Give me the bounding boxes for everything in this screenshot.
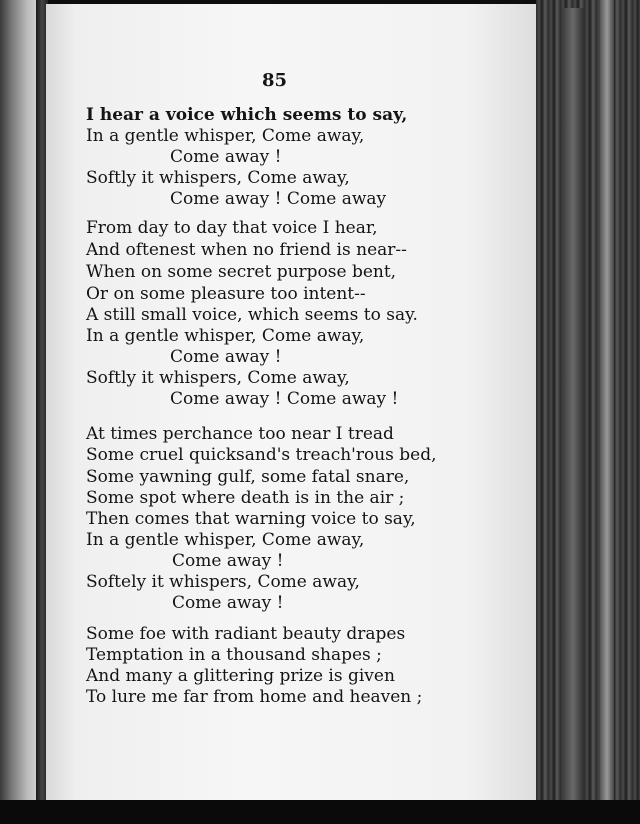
poem-line: Some cruel quicksand's treach'rous bed, <box>86 445 437 465</box>
poem-line: I hear a voice which seems to say, <box>86 105 408 125</box>
poem-line: Temptation in a thousand shapes ; <box>86 645 382 665</box>
poem-line: Come away ! <box>172 551 284 571</box>
page-number: 85 <box>262 70 288 91</box>
poem-line: Come away ! Come away <box>170 189 387 209</box>
page-stack-highlight <box>600 0 614 808</box>
poem-line: Some spot where death is in the air ; <box>86 488 405 508</box>
facing-page-edge <box>0 0 40 808</box>
poem-line: Come away ! <box>170 347 282 367</box>
page-stack-edge <box>536 0 640 808</box>
poem-line: To lure me far from home and heaven ; <box>86 687 423 707</box>
poem-line: In a gentle whisper, Come away, <box>86 126 365 146</box>
poem-line: Some foe with radiant beauty drapes <box>86 624 406 644</box>
poem-line: Then comes that warning voice to say, <box>86 509 416 529</box>
poem-line: And many a glittering prize is given <box>86 666 395 686</box>
poem-line: A still small voice, which seems to say. <box>86 305 418 325</box>
scan-bottom-border <box>0 800 640 824</box>
poem-line: Softely it whispers, Come away, <box>86 572 360 592</box>
poem-line: Or on some pleasure too intent-- <box>86 284 366 304</box>
poem-line: Come away ! <box>172 593 284 613</box>
poem-line: Softly it whispers, Come away, <box>86 168 350 188</box>
poem-line: From day to day that voice I hear, <box>86 218 378 238</box>
page-stack-strip <box>562 8 584 808</box>
poem-line: At times perchance too near I tread <box>86 424 394 444</box>
poem-line: In a gentle whisper, Come away, <box>86 326 365 346</box>
poem-line: When on some secret purpose bent, <box>86 262 397 282</box>
poem-line: Some yawning gulf, some fatal snare, <box>86 467 410 487</box>
poem-line: Softly it whispers, Come away, <box>86 368 350 388</box>
poem-line: And oftenest when no friend is near-- <box>86 240 407 260</box>
poem-line: Come away ! Come away ! <box>170 389 399 409</box>
poem-line: In a gentle whisper, Come away, <box>86 530 365 550</box>
poem-line: Come away ! <box>170 147 282 167</box>
